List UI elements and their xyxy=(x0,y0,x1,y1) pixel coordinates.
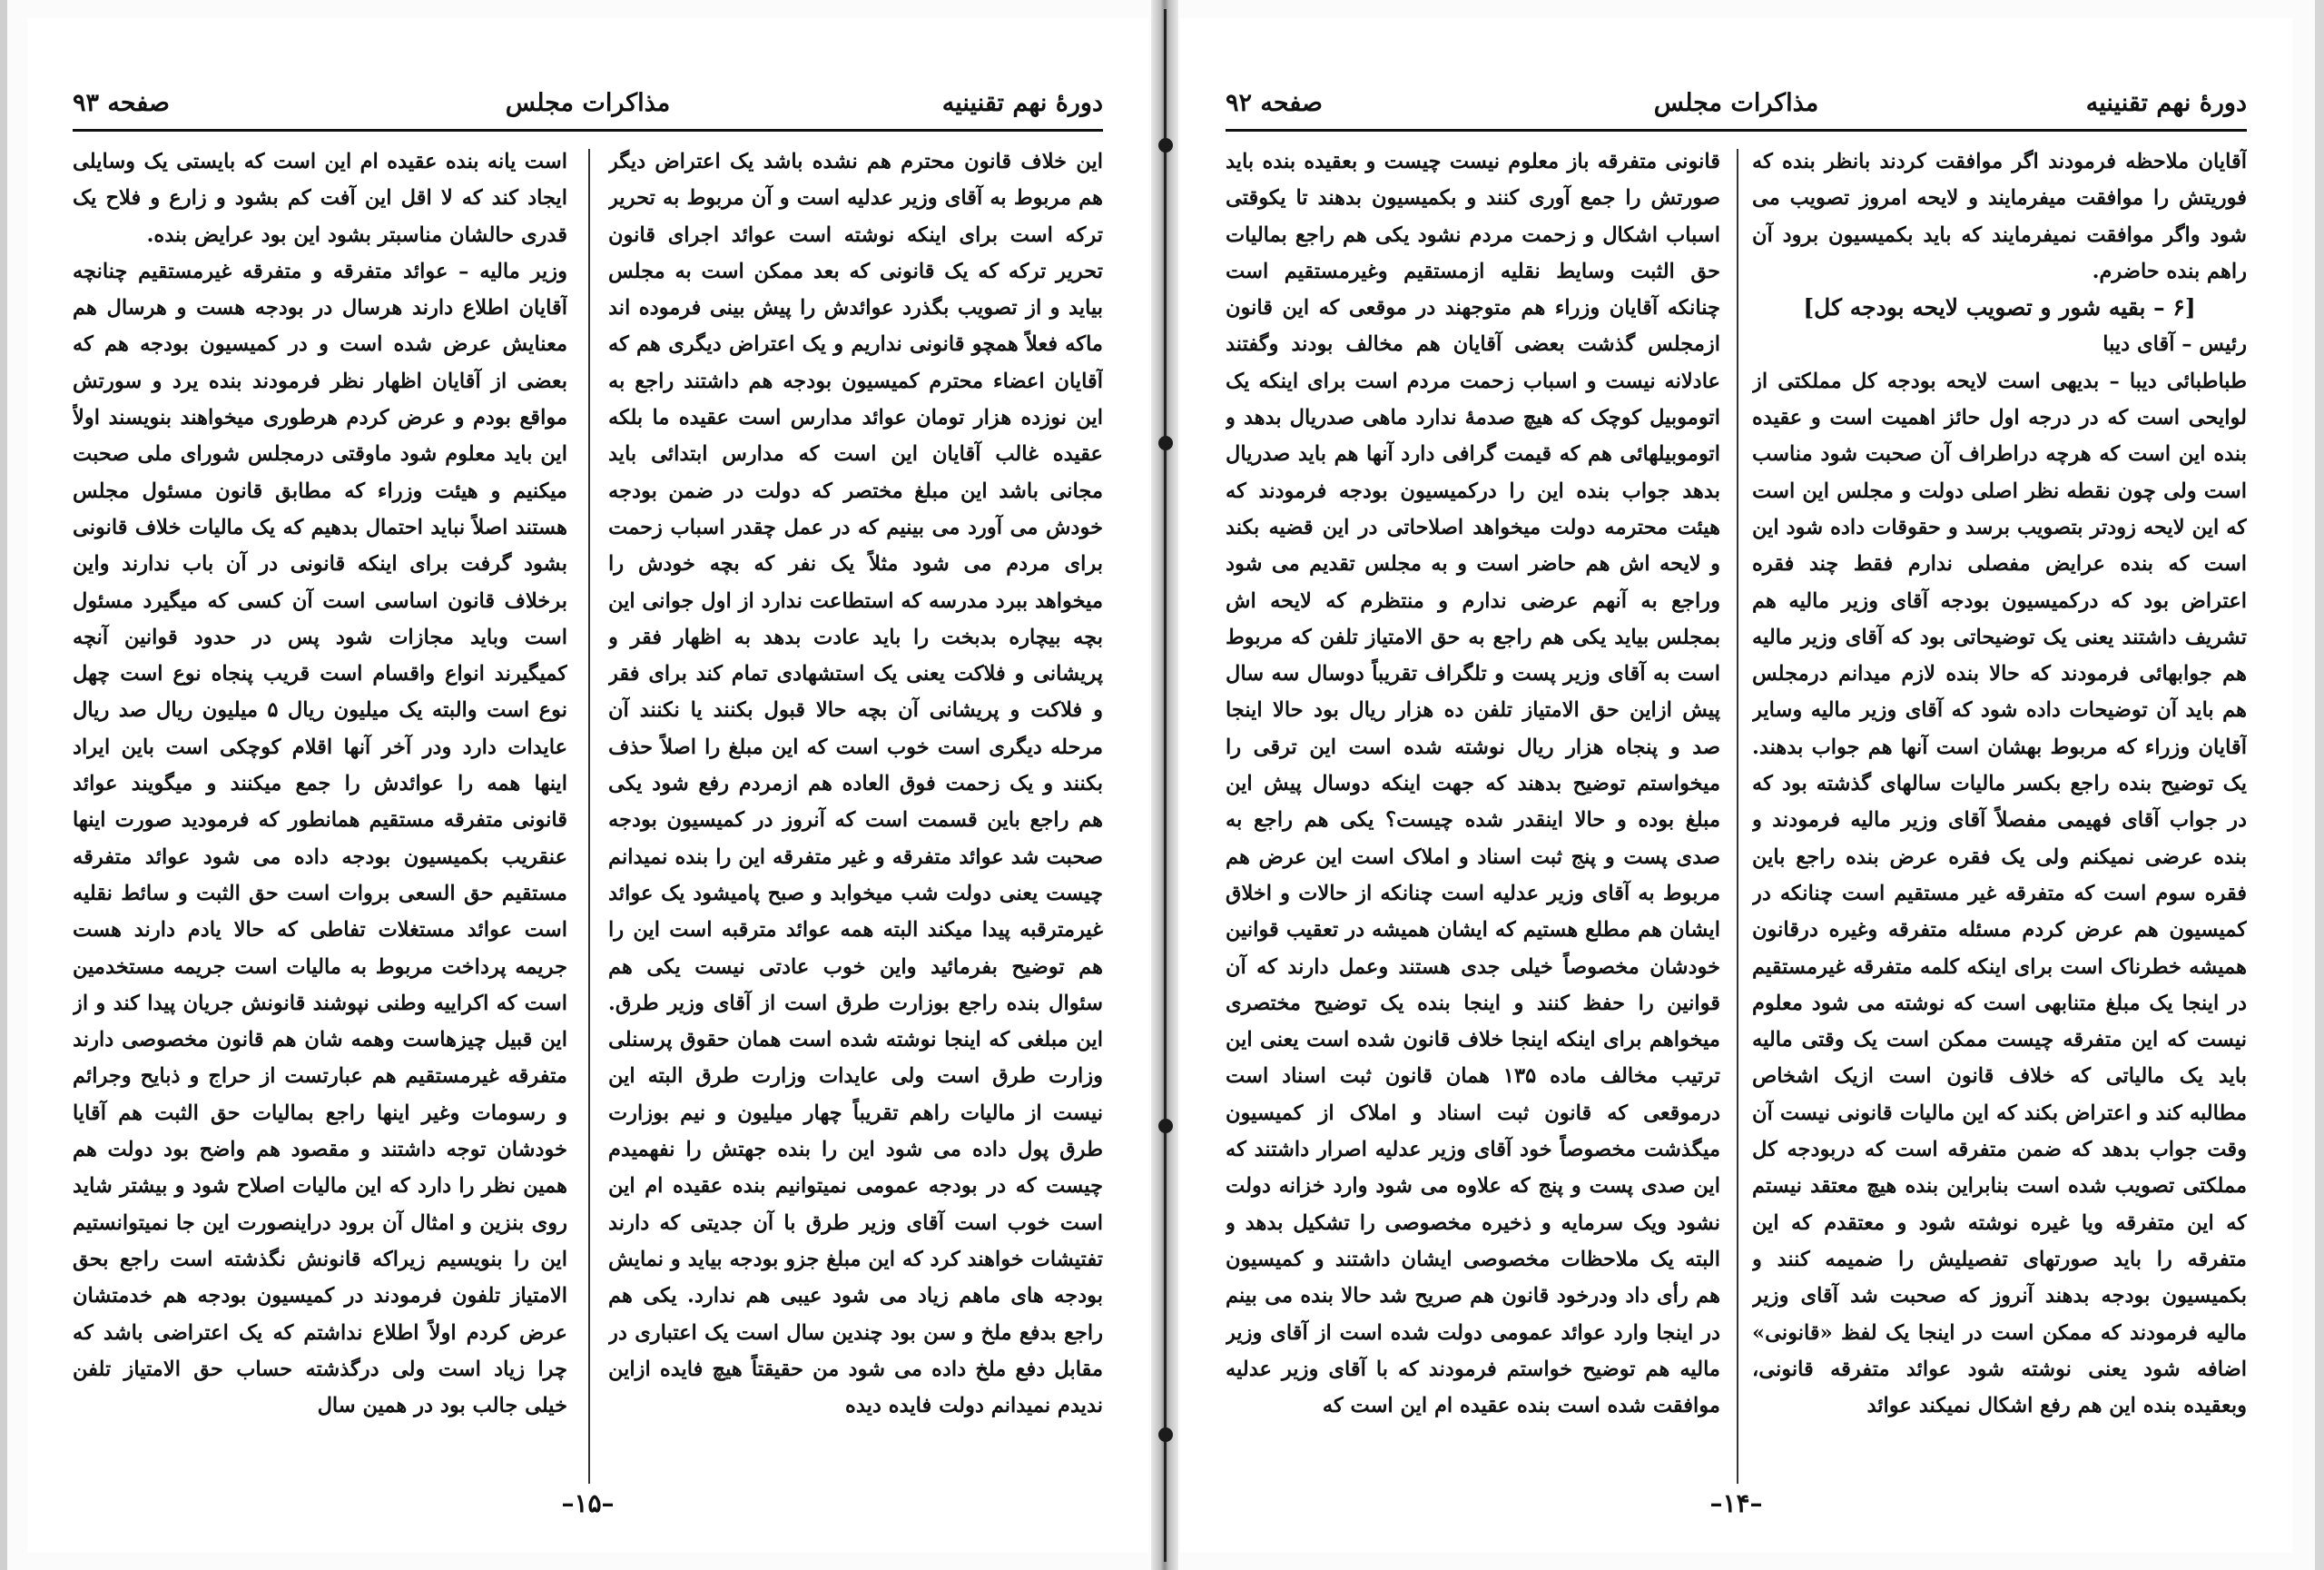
header-title: مذاکرات مجلس xyxy=(1653,89,1819,117)
header-page-number: صفحه ۹۳ xyxy=(73,89,170,117)
left-page xyxy=(27,18,1148,1553)
text-column-right xyxy=(1752,143,2247,1487)
speaker-line: رئیس – آقای دیبا xyxy=(2102,332,2247,357)
right-page-columns xyxy=(1226,143,2247,1487)
binding-hole xyxy=(1158,436,1173,450)
header-page-number: صفحه ۹۲ xyxy=(1226,89,1323,117)
right-page xyxy=(1180,18,2292,1553)
left-page-header xyxy=(73,80,1103,132)
speaker-paragraph: وزیر مالیه – عوائد متفرقه و متفرقه غیرمستقیم چنانچه آقایان اطلاع دارند هرسال در بودجه هست و هرسال هم معنایش عرض شده است و در کمیسیون بودجه هم که بعضی از آقایان اظهار نظر فرمودند بنده یرد و سورتش مواقع بودم و عرض کردم هرطوری میخواهند بنویسند اولاً این باید معلوم شود ماوقتی درمجلس شورای ملی صحبت میکنیم و هیئت وزراء که مطابق قانون مسئول مجلس هستند اصلاً نباید احتمال بدهیم که یک مالیات خلاف قانونی بشود گرفت برای اینکه قانونی در آن باب ندارند واین برخلاف قانون اساسی است آن کسی که میگیرد مسئول است وباید مجازات شود پس در حدود قوانین آنچه کمیگیرند انواع واقسام است قریب پنجاه نوع است چهل نوع است والبته یک میلیون ریال ۵ میلیون ریال صد ریال عایدات دارد ودر آخر آنها اقلام کوچکی است باین ایراد اینها همه را عوائدش را جمع میکنند و میگویند عوائد قانونی متفرقه مستقیم همانطور که فرمودید صورت اینها عنقریب بکمیسیون بودجه داده می شود عوائد متفرقه مستقیم حق السعی بروات است حق الثبت و سائط نقلیه است عوائد مستغلات تفاطی که حالا یادم دارند هست جریمه پرداخت مربوط به مالیات است جریمه مستخدمین است که اکراییه وطنی نپوشند قانونش جریان پیدا کند و از این قبیل چیزهاست وهمه شان هم قانون مخصوصی دارند متفرقه غیرمستقیم هم عبارتست از حراج و ذبایح وجرائم و رسومات وغیر اینها راجع بمالیات حق الثبت هم آقایا خودشان توجه داشتند و مقصود هم واضح بود دولت هم همین نظر را دارد که این مالیات اصلاح شود و بیشتر شاید روی بنزین و امثال آن برود دراینصورت این جا نمیتوانستیم این را بنویسیم زیراکه قانونش نگذشته است راجع بحق الامتیاز تلفون فرمودند در کمیسیون بودجه هم خدمتشان عرض کردم اولاً اطلاع نداشتم که یک اعتراضی باشد که چرا زیاد است ولی درگذشته حساب حق الامتیاز تلفن خیلی جالب بود در همین سال xyxy=(73,259,567,1418)
scan-edge-right xyxy=(2315,0,2324,1570)
header-series: دورهٔ نهم تقنینیه xyxy=(2085,89,2247,117)
column-divider xyxy=(588,149,590,1484)
binding-line xyxy=(1164,9,1167,1562)
text-column-left xyxy=(1226,143,1720,1487)
paragraph: قانونی متفرقه باز معلوم نیست چیست و بعقیده بنده باید صورتش را جمع آوری کنند و بکمیسیون بدهند تا یکوقتی اسباب اشکال و زحمت مردم نشود یکی هم راجع بمالیات حق الثبت وسایط نقلیه ازمستقیم وغیرمستقیم است چنانکه آقایان وزراء هم متوجهند در موقعی که این قانون ازمجلس گذشت بعضی آقایان هم مخالف بودند وگفتند عادلانه نیست و اسباب زحمت مردم است برای اینکه یک اتوموبیل کوچک که هیچ صدمهٔ ندارد ماهی صدریال بدهد و اتوموبیلهائی هم که قیمت گرافی دارد آنها هم باید صدریال بدهد جواب بنده این را درکمیسیون بودجه فرمودند که هیئت محترمه دولت میخواهد اصلاحاتی در این قضیه بکند و لایحه اش هم حاضر است و به مجلس تقدیم می شود وراجع به آنهم عرضی ندارم و منتظرم که لایحه اش بمجلس بیاید یکی هم راجع به حق الامتیاز تلفن که مربوط است به آقای وزیر پست و تلگراف تقریباً دوسال سه سال پیش ازاین حق الامتیاز تلفن ده هزار ریال بود حالا اینجا صد و پنجاه هزار ریال نوشته شده است این ترقی را میخواستم توضیح بدهند که جهت اینکه دوسال پیش این مبلغ بوده و حالا اینقدر شده چیست؟ یکی هم راجع به صدی پست و پنج ثبت اسناد و املاک است این عرض هم مربوط به آقای وزیر عدلیه است چنانکه از حالات و اخلاق ایشان هم مطلع هستیم که ایشان همیشه در تعقیب قوانین خودشان مخصوصاً خیلی جدی هستند وعمل دارند که آن قوانین را حفظ کنند و اینجا بنده یک توضیح مختصری میخواهم برای اینکه اینجا خلاف قانون شده است یعنی این ترتیب مخالف ماده ۱۳۵ همان قانون ثبت اسناد است درموقعی که قانون ثبت اسناد و املاک از کمیسیون میگذشت مخصوصاً خود آقای وزیر عدلیه اصرار داشتند که این صدی پست و پنج که علاوه می شود وارد خزانه دولت نشود ویک سرمایه و ذخیره مخصوصی را تشکیل بدهد و البته یک ملاحظات مخصوصی ایشان داشتند و کمیسیون هم رأی داد ودرخود قانون هم صریح شد حالا بنده می بینم در اینجا وارد عوائد عمومی دولت شده است از آقای وزیر مالیه هم توضیح خواستم فرمودند که با آقای وزیر عدلیه موافقت شده است بنده عقیده ام این است که xyxy=(1226,150,1720,1418)
paragraph: آقایان ملاحظه فرمودند اگر موافقت کردند بانظر بنده که فوریتش را موافقت میفرمایند و لایحه امروز تصویب می شود واگر موافقت نمیفرمایند که باید بکمیسیون برود آن راهم بنده حاضرم. xyxy=(1752,150,2247,283)
paragraph: است یانه بنده عقیده ام این است که بایستی یک وسایلی ایجاد کند که لا اقل این آفت کم بشود و زارع و فلاح یک قدری حالشان مناسبتر بشود این بود عرایض بنده. xyxy=(73,150,567,247)
binding-hole xyxy=(1158,138,1173,153)
binding-hole xyxy=(1158,1427,1173,1442)
text-column-right xyxy=(608,143,1103,1487)
header-series: دورهٔ نهم تقنینیه xyxy=(941,89,1103,117)
speaker-paragraph: طباطبائی دیبا – بدیهی است لایحه بودجه کل مملکتی از لوایحی است که در درجه اول حائز اهمیت است و عقیده بنده این است که هرچه دراطراف آن صحبت شود مناسب است ولی چون نقطه نظر اصلی دولت و مجلس این است که این لایحه زودتر بتصویب برسد و حقوقات داده شود این است که بنده عرایض مفصلی ندارم فقط چند فقره اعتراض بود که درکمیسیون بودجه آقای وزیر مالیه هم تشریف داشتند یعنی یک توضیحاتی بود که آقای وزیر مالیه هم جوابهائی فرمودند که حالا بنده لازم میدانم درمجلس هم باید آن توضیحات داده شود که آقای وزیر مالیه وسایر آقایان وزراء که مربوط بهشان است آنها هم جواب بدهند. یک توضیح بنده راجع بکسر مالیات سالهای گذشته بود که در جواب آقای فهیمی مفصلاً آقای وزیر مالیه فرمودند و بنده عرضی نمیکنم ولی یک فقره عرض بنده راجع باین فقره سوم است که متفرقه غیر مستقیم است چنانکه در کمیسیون هم عرض کردم مسئله متفرقه وغیره درقانون همیشه خطرناک است برای اینکه کلمه متفرقه غیرمستقیم در اینجا یک مبلغ متنابهی است که نوشته می شود معلوم نیست که این متفرقه چیست ممکن است یک وقتی مالیه باید یک مالیاتی که خلاف قانون است ازیک اشخاص مطالبه کند و اعتراض بکند که این مالیات قانونی نیست آن وقت جواب بدهد که ضمن متفرقه است که دربودجه کل مملکتی تصویب شده است بنابراین بنده هیچ معتقد نیستم که این متفرقه ویا غیره نوشته شود و معتقدم که این متفرقه را باید صورتهای تفصیلیش را ضمیمه کنند و بکمیسیون بودجه بدهند آنروز که صحبت شد آقای وزیر مالیه فرمودند که ممکن است در اینجا یک لفظ «قانونی» اضافه شود یعنی نوشته شود عوائد متفرقه قانونی، وبعقیده بنده این هم رفع اشکال نمیکند عوائد xyxy=(1752,369,2247,1418)
scan-edge-left xyxy=(0,0,7,1570)
page-footer-number: –۱۴– xyxy=(1709,1488,1763,1518)
right-page-header xyxy=(1226,80,2247,132)
page-footer-number: –۱۵– xyxy=(561,1488,615,1518)
paragraph: این خلاف قانون محترم هم نشده باشد یک اعتراض دیگر هم مربوط به آقای وزیر عدلیه است و آن مربوط به تحریر ترکه است برای اینکه نوشته است عوائد اجرای قانون تحریر ترکه که یک قانونی که بعد ممکن است به مجلس بیاید و از تصویب بگذرد عوائدش را پیش بینی فرموده اند ماکه فعلاً همچو قانونی نداریم و یک اعتراض دیگری هم که آقایان اعضاء محترم کمیسیون بودجه هم داشتند راجع به این نوزده هزار تومان عوائد مدارس است عقیده ما بلکه عقیده غالب آقایان این است که مدارس ابتدائی باید مجانی باشد این مبلغ مختصر که دولت در ضمن بودجه خودش می آورد می بینیم که در عمل چقدر اسباب زحمت برای مردم می شود مثلاً یک نفر که بچه خودش را میخواهد ببرد مدرسه که استطاعت ندارد از اول جوانی این بچه بیچاره بدبخت را باید عادت بدهد به اظهار فقر و پریشانی و فلاکت یعنی یک استشهادی تمام کند برای فقر و فلاکت و پریشانی آن بچه حالا قبول بکنند یا نکنند آن مرحله دیگری است خوب است که این مبلغ را اصلاً حذف بکنند و یک زحمت فوق العاده هم ازمردم رفع شود یکی هم راجع باین قسمت است که آنروز در کمیسیون بودجه صحبت شد عوائد متفرقه و غیر متفرقه این را بنده نمیدانم چیست یعنی دولت شب میخوابد و صبح پامیشود یک عوائد غیرمترقبه پیدا میکند البته همه عوائد مترقبه است این را هم توضیح بفرمائید واین خوب عادتی نیست یکی هم سئوال بنده راجع بوزارت طرق است از آقای وزیر طرق. این مبلغی که اینجا نوشته شده است همان حقوق پرسنلی وزارت طرق است ولی عایدات وزارت طرق البته این نیست از مالیات راهم تقریباً چهار میلیون و نیم بوزارت طرق پول داده می شود این را بنده جهتش را نفهمیدم چیست که در بودجه عمومی نمیتوانیم بنده عقیده ام این است خوب است آقای وزیر طرق با آن جدیتی که دارند تفتیشات خواهند کرد که این مبلغ جزو بودجه بیاید و نمایش بودجه های ماهم زیاد می شود عیبی هم ندارد. یکی هم راجع بدفع ملخ و سن بود چندین سال است یک اعتباری در مقابل دفع ملخ داده می شود من حقیقتاً هیچ فایده ازاین ندیدم نمیدانم دولت فایده دیده xyxy=(608,150,1103,1418)
column-divider xyxy=(1737,149,1738,1484)
binding-hole xyxy=(1158,1119,1173,1133)
text-column-left xyxy=(73,143,567,1487)
left-page-columns xyxy=(73,143,1103,1487)
header-title: مذاکرات مجلس xyxy=(505,89,671,117)
section-heading: [۶ – بقیه شور و تصویب لایحه بودجه کل] xyxy=(1803,294,2196,321)
